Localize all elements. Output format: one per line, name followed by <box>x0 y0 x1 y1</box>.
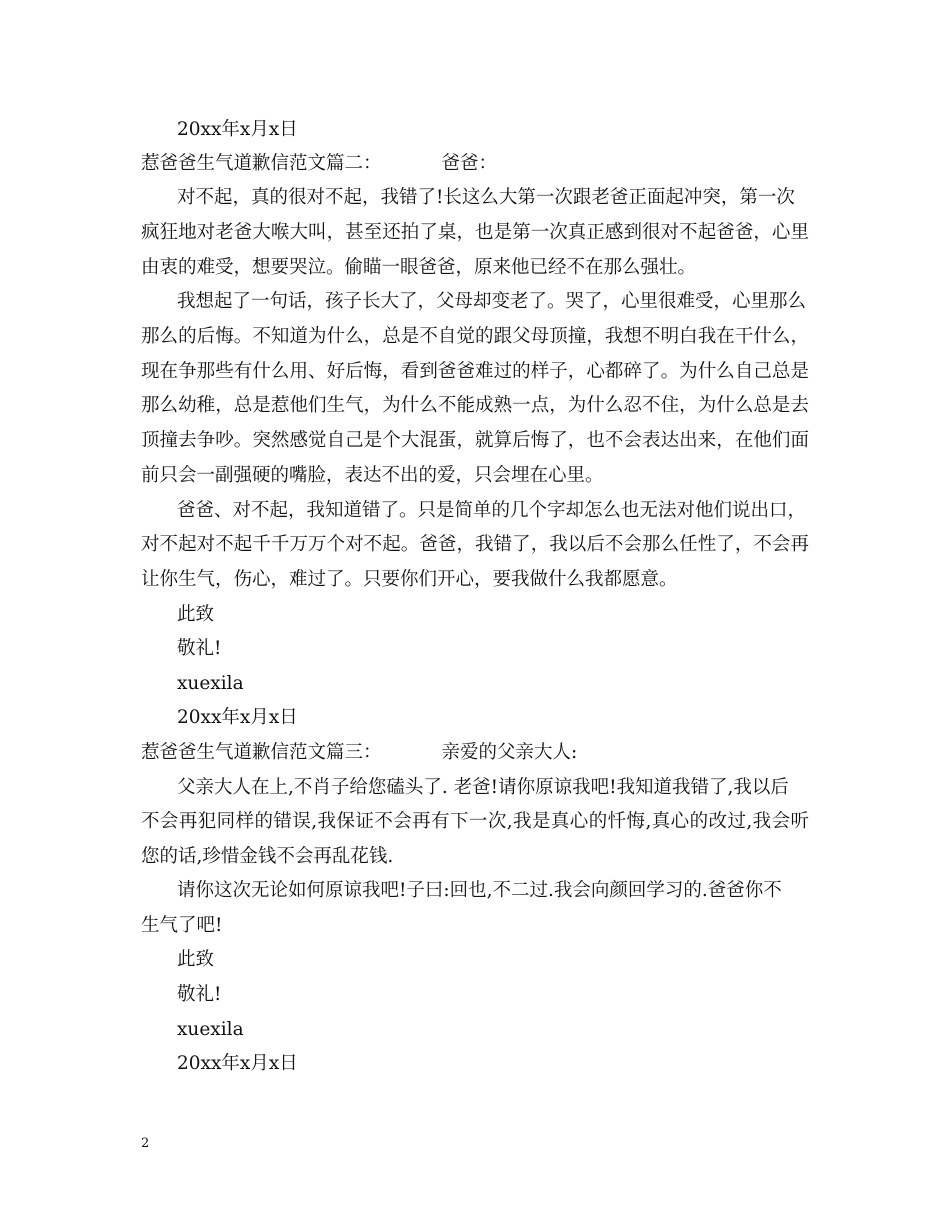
heading-title: 惹爸爸生气道歉信范文篇二： <box>141 153 382 174</box>
regards: 敬礼! <box>177 984 222 1005</box>
closing-phrase: 此致 <box>177 949 215 970</box>
paragraph-line: 那么的后悔。不知道为什么，总是不自觉的跟父母顶撞，我想不明白我在干什么， <box>141 326 809 347</box>
paragraph-line: 不会再犯同样的错误,我保证不会再有下一次,我是真心的忏悔,真心的改过,我会听 <box>141 811 809 832</box>
paragraph-line: 疯狂地对老爸大喉大叫，甚至还拍了桌，也是第一次真正感到很对不起爸爸，心里 <box>141 222 809 243</box>
paragraph-line: 那么幼稚，总是惹他们生气，为什么不能成熟一点，为什么忍不住，为什么总是去 <box>141 395 809 416</box>
paragraph-line: 顶撞去争吵。突然感觉自己是个大混蛋，就算后悔了，也不会表达出来，在他们面 <box>141 430 809 451</box>
paragraph-line: 让你生气，伤心，难过了。只要你们开心，要我做什么我都愿意。 <box>141 569 678 590</box>
closing-phrase: 此致 <box>177 604 215 625</box>
section-heading <box>141 152 497 176</box>
letter-date: 20xx年x月x日 <box>177 1053 298 1074</box>
paragraph-line: 父亲大人在上,不肖子给您磕头了. 老爸!请你原谅我吧!我知道我错了,我以后 <box>177 777 789 798</box>
paragraph-line: 对不起对不起千千万万个对不起。爸爸，我错了，我以后不会那么任性了，不会再 <box>141 534 809 555</box>
paragraph-line: 由衷的难受，想要哭泣。偷瞄一眼爸爸，原来他已经不在那么强壮。 <box>141 257 697 278</box>
salutation: 爸爸： <box>441 153 498 174</box>
paragraph-line: 我想起了一句话，孩子长大了，父母却变老了。哭了，心里很难受，心里那么 <box>177 291 807 312</box>
paragraph-line: 现在争那些有什么用、好后悔，看到爸爸难过的样子，心都碎了。为什么自己总是 <box>141 361 809 382</box>
paragraph-line: 对不起，真的很对不起，我错了!长这么大第一次跟老爸正面起冲突，第一次 <box>177 187 795 208</box>
heading-title: 惹爸爸生气道歉信范文篇三： <box>141 742 382 763</box>
paragraph-line: 生气了吧! <box>141 915 223 936</box>
page-number: 2 <box>141 1136 150 1151</box>
signature: xuexila <box>177 673 244 694</box>
signature: xuexila <box>177 1019 244 1040</box>
salutation: 亲爱的父亲大人: <box>441 742 578 763</box>
regards: 敬礼! <box>177 638 222 659</box>
paragraph-line: 爸爸、对不起，我知道错了。只是简单的几个字却怎么也无法对他们说出口， <box>177 500 807 521</box>
paragraph-line: 请你这次无论如何原谅我吧!子曰:回也,不二过.我会向颜回学习的.爸爸你不 <box>177 880 782 901</box>
paragraph-line: 前只会一副强硬的嘴脸，表达不出的爱，只会埋在心里。 <box>141 465 604 486</box>
paragraph-line: 您的话,珍惜金钱不会再乱花钱. <box>141 846 394 867</box>
letter-date: 20xx年x月x日 <box>177 119 298 140</box>
letter-date: 20xx年x月x日 <box>177 707 298 728</box>
section-heading <box>141 741 577 765</box>
